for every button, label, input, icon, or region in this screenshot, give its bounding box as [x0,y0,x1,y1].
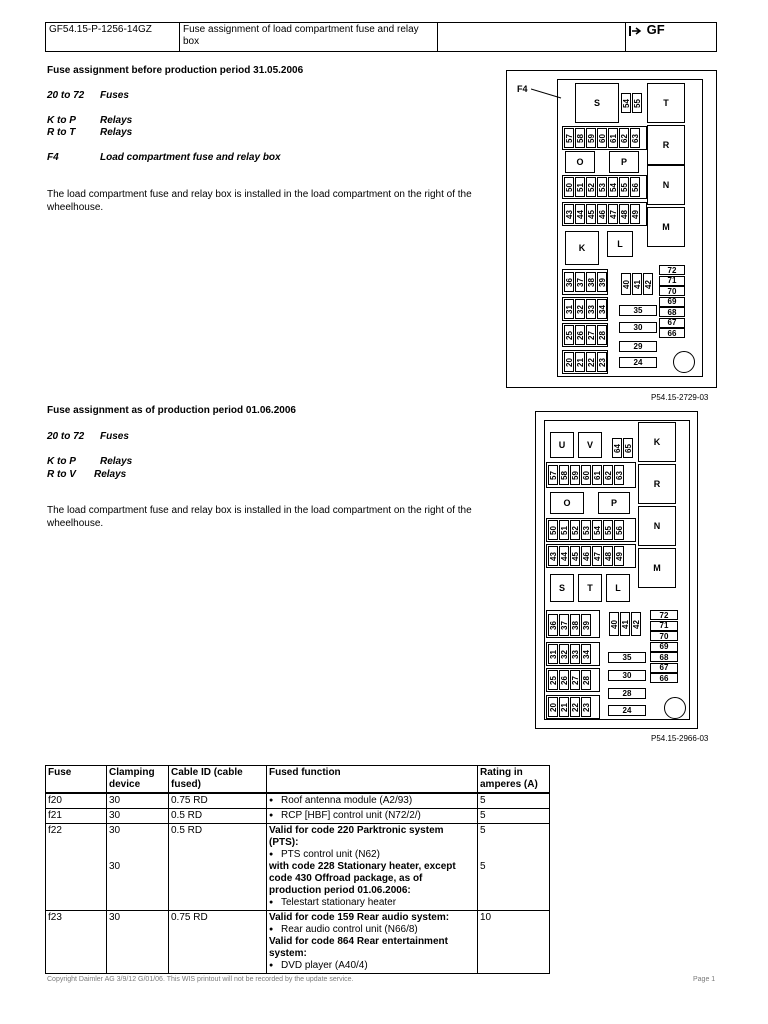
mounting-hole [673,351,695,373]
relay-k: K [565,231,599,265]
fuse-table [45,765,550,974]
fuse-71: 71 [650,621,678,631]
logo-text: GF [646,22,665,37]
fuse-70: 70 [659,286,685,296]
s1-body: The load compartment fuse and relay box is installed in the load compartment on the right of the wheelhouse. [47,189,472,213]
fuse: 55 [632,93,642,113]
list-item: ● PTS control unit (N62) [269,849,475,861]
fuse-20: 20 [548,697,558,717]
fuse-50: 50 [548,520,558,540]
fuse-66: 66 [659,328,685,338]
relay-o: O [550,492,584,514]
fuse-56: 56 [630,177,640,197]
cell-function [267,824,478,911]
cell-function [267,911,478,974]
fuse-46: 46 [597,204,607,224]
fuse-52: 52 [586,177,596,197]
fuse-21: 21 [559,697,569,717]
figure1-caption: P54.15-2729-03 [651,393,709,402]
relay-o: O [565,151,595,173]
fuse-55: 55 [603,520,613,540]
cell-rating: 5 [478,809,550,824]
list-item: ● Telestart stationary heater [269,897,475,909]
fuse-38: 38 [586,272,596,292]
fuse-box-diagram-2 [535,411,698,729]
fuse-20: 20 [564,352,574,372]
fuse-68: 68 [650,652,678,662]
relay-l: L [606,574,630,602]
list-item: ● Rear audio control unit (N66/8) [269,924,475,936]
s2-value-0: Fuses [100,431,129,442]
fuse-40: 40 [609,612,619,636]
fuse-51: 51 [559,520,569,540]
relay-r: R [647,125,685,165]
list-item: ● Roof antenna module (A2/93) [269,795,475,807]
s1-key-3: F4 [47,152,59,163]
cell-fuse: f20 [46,793,107,809]
relay-u: U [550,432,574,458]
fuse-71: 71 [659,276,685,286]
fuse-44: 44 [559,546,569,566]
fuse-46: 46 [581,546,591,566]
fuse-31: 31 [548,644,558,664]
relay-v: V [578,432,602,458]
relay-l: L [607,231,633,257]
cell-cable: 0.75 RD [169,911,267,974]
fuse-34: 34 [581,644,591,664]
cell-clamp [107,824,169,911]
fuse-63: 63 [614,465,624,485]
cell-rating: 10 [478,911,550,974]
footer-page: Page 1 [693,976,716,983]
fuse-41: 41 [632,273,642,295]
header-empty-cell [438,23,626,51]
fuse-58: 58 [575,128,585,148]
fuse-51: 51 [575,177,585,197]
s1-value-3: Load compartment fuse and relay box [100,152,281,163]
fuse: 65 [623,438,633,458]
s2-value-2: Relays [94,469,127,480]
fuse-62: 62 [619,128,629,148]
fuse-43: 43 [548,546,558,566]
cell-rating: 5 [478,793,550,809]
fuse-45: 45 [586,204,596,224]
cell-cable: 0.5 RD [169,824,267,911]
cell-cable: 0.5 RD [169,809,267,824]
clamp-value-2: 30 [109,861,121,872]
fuse-38: 38 [570,614,580,636]
relay-s: S [575,83,619,123]
fuse-29: 29 [619,341,657,352]
validity-note: Valid for code 159 Rear audio system: [269,912,450,923]
fuse-box-diagram-1 [506,70,717,388]
s2-key-1: K to P [47,456,76,467]
fuse-69: 69 [650,642,678,652]
cell-clamp: 30 [107,793,169,809]
fuse-49: 49 [630,204,640,224]
s1-key-2: R to T [47,127,76,138]
f4-label: F4 [517,84,528,94]
validity-note: Valid for code 220 Parktronic system (PTS): [269,825,444,848]
fuse-21: 21 [575,352,585,372]
doc-title: Fuse assignment of load compartment fuse and relay box [180,23,438,51]
fuse-37: 37 [559,614,569,636]
s1-value-0: Fuses [100,90,129,101]
relay-m: M [647,207,685,247]
fuse-59: 59 [586,128,596,148]
fuse-28: 28 [581,670,591,690]
footer-copyright: Copyright Daimler AG 3/9/12 G/01/06. This WIS printout will not be recorded by the update service. [47,976,354,983]
fuse-26: 26 [559,670,569,690]
relay-t: T [578,574,602,602]
fuse-22: 22 [570,697,580,717]
fuse-41: 41 [620,612,630,636]
fuse-28: 28 [597,325,607,345]
fuse-52: 52 [570,520,580,540]
fuse-58: 58 [559,465,569,485]
relay-n: N [647,165,685,205]
fuse-27: 27 [570,670,580,690]
relay-p: P [609,151,639,173]
relay-n: N [638,506,676,546]
col-header-clamping: Clamping device [107,766,169,794]
col-header-rating: Rating in amperes (A) [478,766,550,794]
fuse-26: 26 [575,325,585,345]
fuse-28: 28 [608,688,646,699]
fuse-67: 67 [659,318,685,328]
fuse-48: 48 [603,546,613,566]
relay-t: T [647,83,685,123]
s2-value-1: Relays [100,456,133,467]
col-header-cable: Cable ID (cable fused) [169,766,267,794]
table-row [46,824,550,911]
fuse-70: 70 [650,631,678,641]
fuse-56: 56 [614,520,624,540]
fuse-53: 53 [597,177,607,197]
fuse-63: 63 [630,128,640,148]
fuse-72: 72 [659,265,685,275]
fuse-60: 60 [581,465,591,485]
col-header-fuse: Fuse [46,766,107,794]
fuse-25: 25 [564,325,574,345]
fuse: 64 [612,438,622,458]
fuse-30: 30 [608,670,646,681]
s2-key-2: R to V [47,469,76,480]
mounting-hole [664,697,686,719]
s2-key-0: 20 to 72 [47,431,85,442]
table-row [46,793,550,809]
fuse-54: 54 [608,177,618,197]
validity-note: with code 228 Stationary heater, except code 430 Offroad package, as of production period 01.06.2006: [269,861,456,896]
cell-cable: 0.75 RD [169,793,267,809]
fuse-72: 72 [650,610,678,620]
relay-p: P [598,492,630,514]
fuse-55: 55 [619,177,629,197]
fuse-35: 35 [619,305,657,316]
s1-value-1: Relays [100,115,133,126]
table-row [46,911,550,974]
fuse-24: 24 [619,357,657,368]
fuse-32: 32 [559,644,569,664]
fuse-45: 45 [570,546,580,566]
fuse-47: 47 [592,546,602,566]
cell-clamp: 30 [107,911,169,974]
fuse: 54 [621,93,631,113]
fuse-23: 23 [597,352,607,372]
fuse-35: 35 [608,652,646,663]
fuse-44: 44 [575,204,585,224]
fuse-34: 34 [597,299,607,319]
fuse-40: 40 [621,273,631,295]
fuse-61: 61 [608,128,618,148]
fuse-67: 67 [650,663,678,673]
figure2-caption: P54.15-2966-03 [651,734,709,743]
s2-body: The load compartment fuse and relay box is installed in the load compartment on the right of the wheelhouse. [47,505,472,529]
doc-id: GF54.15-P-1256-14GZ [46,23,180,51]
document-header [45,22,717,52]
fuse-42: 42 [643,273,653,295]
fuse-57: 57 [564,128,574,148]
clamp-value: 30 [109,825,121,836]
fuse-59: 59 [570,465,580,485]
fuse-66: 66 [650,673,678,683]
s1-value-2: Relays [100,127,133,138]
col-header-function: Fused function [267,766,478,794]
arrow-icon [629,26,643,36]
fuse-53: 53 [581,520,591,540]
rating-value-2: 5 [480,861,486,872]
relay-r: R [638,464,676,504]
table-header-row [46,766,550,794]
cell-fuse: f22 [46,824,107,911]
cell-function [267,809,478,824]
fuse-47: 47 [608,204,618,224]
fuse-27: 27 [586,325,596,345]
list-item: ● DVD player (A40/4) [269,960,475,972]
fuse-33: 33 [586,299,596,319]
gf-logo [626,23,718,51]
fuse-42: 42 [631,612,641,636]
fuse-36: 36 [564,272,574,292]
fuse-24: 24 [608,705,646,716]
validity-note: Valid for code 864 Rear entertainment system: [269,936,448,959]
fuse-25: 25 [548,670,558,690]
fuse-23: 23 [581,697,591,717]
list-item: ● RCP [HBF] control unit (N72/2/) [269,810,475,822]
fuse-43: 43 [564,204,574,224]
fuse-57: 57 [548,465,558,485]
fuse-69: 69 [659,297,685,307]
cell-clamp: 30 [107,809,169,824]
cell-rating [478,824,550,911]
s1-key-1: K to P [47,115,76,126]
table-row [46,809,550,824]
fuse-49: 49 [614,546,624,566]
fuse-33: 33 [570,644,580,664]
fuse-48: 48 [619,204,629,224]
rating-value: 5 [480,825,486,836]
relay-k: K [638,422,676,462]
cell-fuse: f21 [46,809,107,824]
section2-heading: Fuse assignment as of production period 01.06.2006 [47,405,296,416]
fuse-61: 61 [592,465,602,485]
fuse-60: 60 [597,128,607,148]
fuse-39: 39 [581,614,591,636]
relay-m: M [638,548,676,588]
cell-function [267,793,478,809]
fuse-31: 31 [564,299,574,319]
s1-key-0: 20 to 72 [47,90,85,101]
fuse-36: 36 [548,614,558,636]
fuse-37: 37 [575,272,585,292]
fuse-54: 54 [592,520,602,540]
relay-s: S [550,574,574,602]
section1-heading: Fuse assignment before production period 31.05.2006 [47,65,304,76]
fuse-68: 68 [659,307,685,317]
fuse-39: 39 [597,272,607,292]
fuse-30: 30 [619,322,657,333]
fuse-50: 50 [564,177,574,197]
fuse-32: 32 [575,299,585,319]
cell-fuse: f23 [46,911,107,974]
fuse-22: 22 [586,352,596,372]
fuse-62: 62 [603,465,613,485]
